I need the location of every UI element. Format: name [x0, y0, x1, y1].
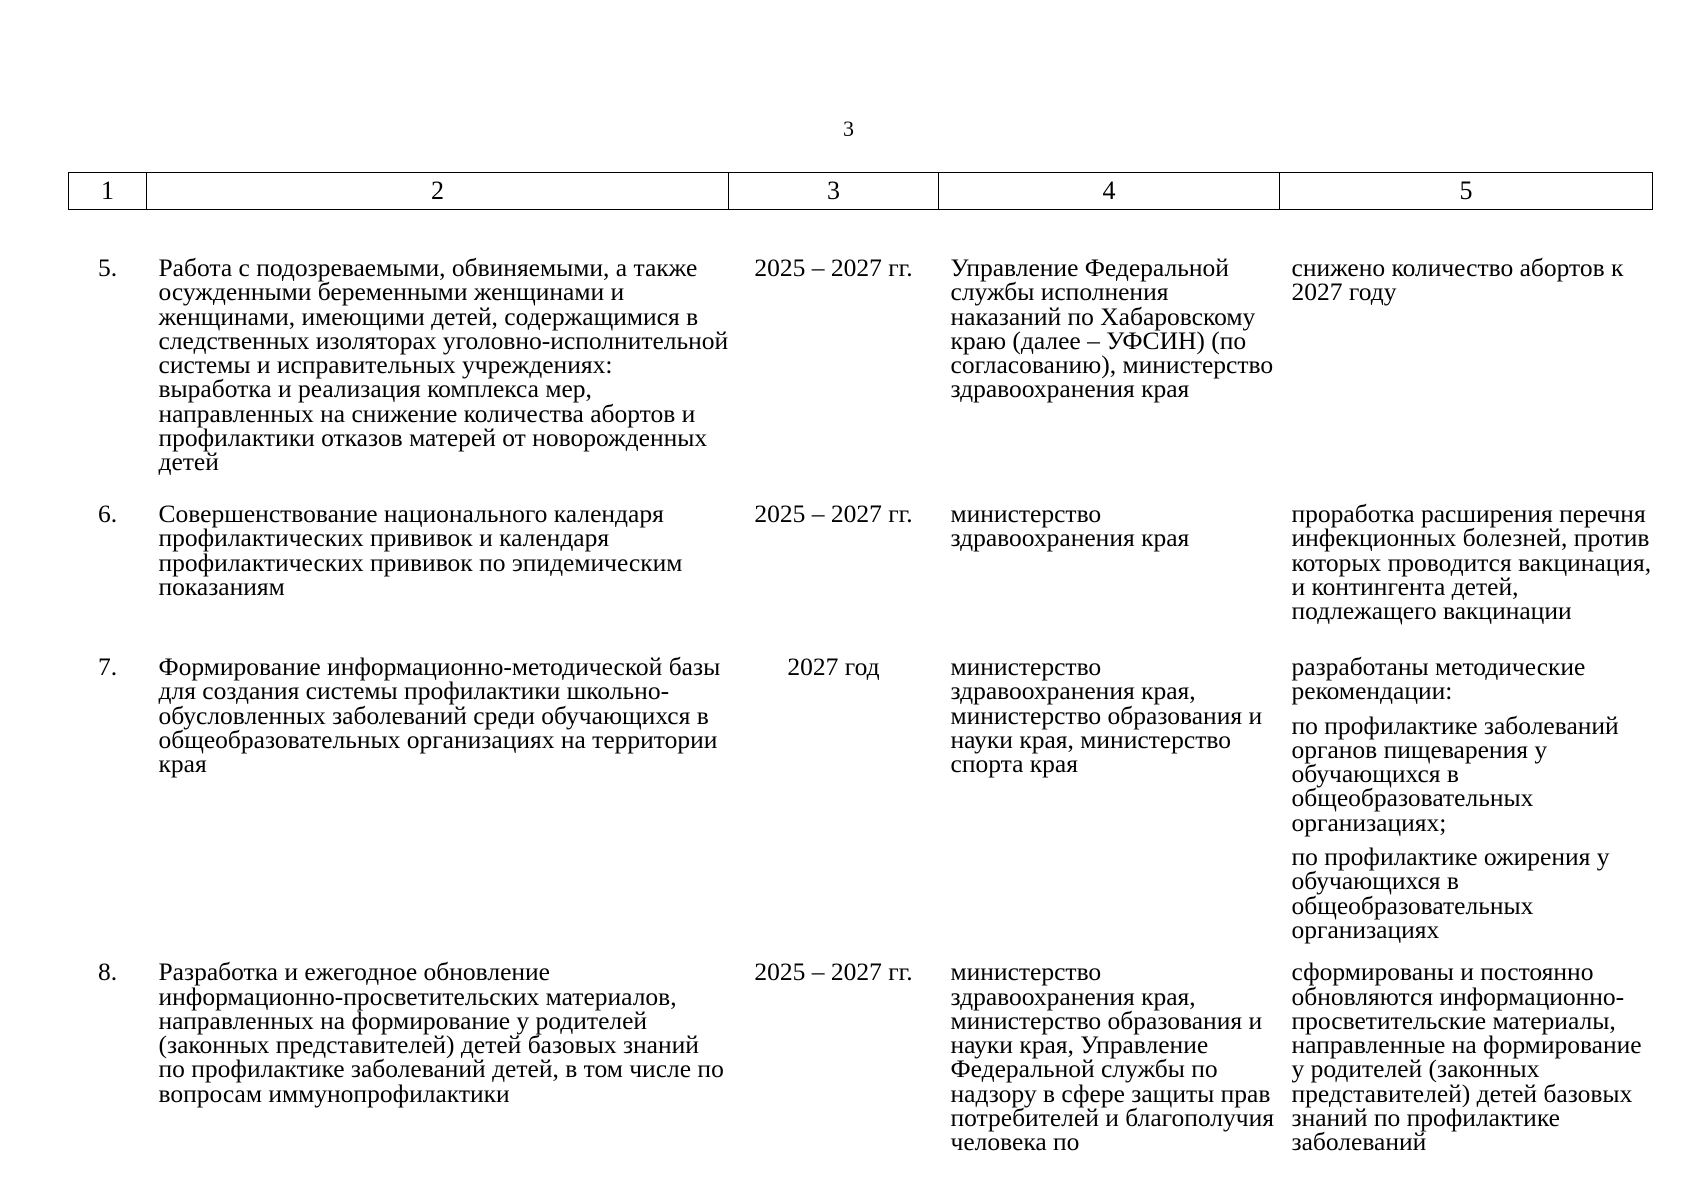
action-description: Разработка и ежегодное обновление информационно-просветительских материалов, направленных на формирование у родителей (законных представителей) детей базовых знаний по профилактике заболеваний детей, в том числе по вопросам иммунопрофилактики	[158, 957, 724, 1108]
column-header-5: 5	[1280, 173, 1653, 210]
implementation-period: 2025 – 2027 гг.	[754, 499, 913, 528]
column-header-4: 4	[939, 173, 1280, 210]
result-paragraph: по профилактике ожирения у обучающихся в общеобразовательных организациях	[1291, 842, 1610, 944]
result-paragraph: снижено количество абортов к 2027 году	[1291, 253, 1624, 307]
action-description: Работа с подозреваемыми, обвиняемыми, а также осужденными беременными женщинами и женщинами, имеющими детей, содержащимися в следственных изоляторах уголовно-исполнительной системы и исправительных учреждениях: выработка и реализация комплекса мер, направленных на снижение количества абортов и профилактики отказов матерей от новорожденных детей	[158, 253, 729, 477]
action-description: Формирование информационно-методической базы для создания системы профилактики школьно-обусловленных заболеваний среди обучающихся в общеобразовательных организациях на территории края	[158, 652, 721, 779]
expected-result	[1280, 635, 1653, 942]
expected-result	[1280, 210, 1653, 483]
responsible-executors: министерство здравоохранения края	[950, 499, 1190, 553]
result-paragraph: по профилактике заболеваний органов пищеварения у обучающихся в общеобразовательных организациях;	[1291, 710, 1619, 837]
expected-result	[1280, 942, 1653, 1157]
responsible-executors: Управление Федеральной службы исполнения наказаний по Хабаровскому краю (далее – УФСИН) (по согласованию), министерство здравоохранения края	[950, 253, 1274, 404]
column-header-1: 1	[69, 173, 147, 210]
page-number: 3	[843, 116, 854, 141]
responsible-executors: министерство здравоохранения края, министерство образования и науки края, министерство спорта края	[950, 652, 1263, 779]
row-number: 8.	[97, 957, 118, 987]
row-number: 6.	[97, 499, 118, 528]
implementation-period: 2025 – 2027 гг.	[754, 957, 913, 987]
result-paragraph: проработка расширения перечня инфекционных болезней, против которых проводится вакцинация, и контингента детей, подлежащего вакцинации	[1291, 499, 1652, 626]
table-row	[69, 210, 1653, 483]
table-row	[69, 482, 1653, 635]
column-header-3: 3	[729, 173, 939, 210]
row-number: 7.	[97, 652, 118, 681]
column-header-2: 2	[147, 173, 729, 210]
result-paragraph: сформированы и постоянно обновляются информационно-просветительские материалы, направленные на формирование у родителей (законных представителей) детей базовых знаний по профилактике заболеваний	[1291, 957, 1642, 1157]
implementation-period: 2027 год	[787, 652, 880, 681]
table-row	[69, 635, 1653, 942]
row-number: 5.	[97, 253, 118, 282]
responsible-executors: министерство здравоохранения края, министерство образования и науки края, Управление Федеральной службы по надзору в сфере защиты прав потребителей и благополучия человека по	[950, 957, 1274, 1157]
action-description: Совершенствование национального календаря профилактических прививок и календаря профилактических прививок по эпидемическим показаниям	[158, 499, 683, 601]
result-paragraph: разработаны методические рекомендации:	[1291, 652, 1586, 706]
action-plan-table	[68, 172, 1653, 1155]
expected-result	[1280, 482, 1653, 635]
column-number-header-row	[69, 173, 1653, 210]
table-row	[69, 942, 1653, 1154]
implementation-period: 2025 – 2027 гг.	[754, 253, 913, 282]
